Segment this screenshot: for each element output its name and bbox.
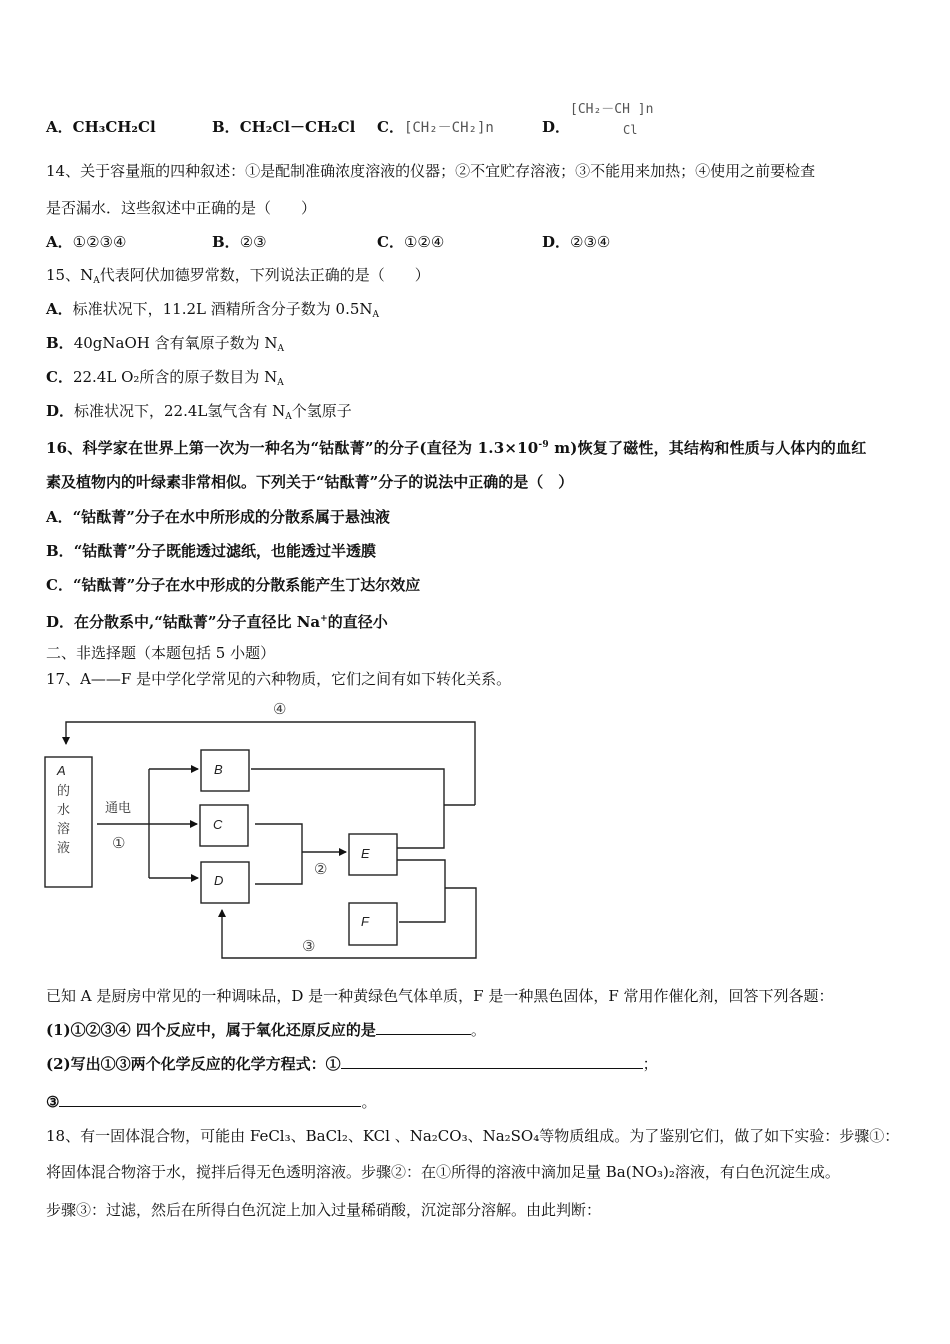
option-text: 标准状况下，22.4L氢气含有 N	[74, 402, 286, 420]
option-text: ①②③④	[72, 233, 127, 251]
q16-stem-line2: 素及植物内的叶绿素非常相似。下列关于“钴酞菁”分子的说法中正确的是（ ）	[46, 473, 574, 491]
option-text: ①②④	[403, 233, 445, 251]
arrow-4	[66, 722, 475, 805]
option-text: 在分散系中,“钴酞菁”分子直径比 Na	[74, 613, 321, 631]
q17-part2	[46, 1054, 658, 1074]
text: 15、N	[46, 266, 94, 284]
label-a: A	[57, 763, 66, 778]
text: 16、科学家在世界上第一次为一种名为“钴酞菁”的分子(直径为 1.3×10	[46, 439, 539, 457]
subscript: A	[285, 412, 292, 422]
option-label: C．	[377, 233, 404, 251]
label-a-char: 的	[57, 783, 71, 798]
subscript: A	[93, 276, 100, 286]
option-text: CH₂Cl－CH₂Cl	[239, 118, 356, 136]
q14-stem-line1: 14、关于容量瓶的四种叙述：①是配制准确浓度溶液的仪器；②不宜贮存溶液；③不能用来加热；④使用之前要检查	[46, 162, 816, 180]
answer-blank[interactable]	[341, 1054, 643, 1069]
reaction-4-label: ④	[273, 701, 287, 718]
superscript: -9	[538, 440, 549, 450]
option-label: C．	[46, 576, 73, 594]
option-label: A．	[46, 233, 73, 251]
answer-blank[interactable]	[376, 1020, 471, 1035]
option-text: 个氢原子	[291, 402, 352, 420]
option-label: B．	[212, 118, 240, 136]
option-text: “钴酞菁”分子既能透过滤纸，也能透过半透膜	[73, 542, 376, 560]
subscript: A	[372, 310, 380, 320]
box-c	[200, 805, 248, 846]
q17-part3	[46, 1092, 376, 1112]
option-text: 40gNaOH 含有氧原子数为 N	[73, 334, 278, 352]
option-text: CH₃CH₂Cl	[72, 118, 156, 136]
box-b	[201, 750, 249, 791]
answer-blank[interactable]	[59, 1092, 361, 1107]
text: ；	[642, 1055, 658, 1073]
option-label: D．	[542, 118, 571, 136]
pvc-formula: [CH₂－CH ]n	[570, 102, 654, 117]
pvc-chlorine: Cl	[623, 123, 638, 137]
option-text: “钴酞菁”分子在水中形成的分散系能产生丁达尔效应	[72, 576, 421, 594]
electrolysis-label: 通电	[105, 800, 132, 815]
q17-stem: 17、A——F 是中学化学常见的六种物质，它们之间有如下转化关系。	[46, 670, 512, 688]
option-text: ②③	[239, 233, 267, 251]
option-text: 的直径小	[327, 613, 388, 631]
option-text: “钴酞菁”分子在水中所形成的分散系属于悬浊液	[72, 508, 390, 526]
text: 代表阿伏加德罗常数，下列说法正确的是（ ）	[99, 266, 430, 284]
option-label: A．	[46, 118, 73, 136]
label-b: B	[214, 762, 223, 777]
option-label: C．	[377, 118, 404, 136]
option-label: A．	[46, 508, 73, 526]
box-d	[201, 862, 249, 903]
option-label: D．	[46, 402, 75, 420]
reaction-1-label: ①	[112, 835, 126, 852]
box-e	[349, 834, 397, 875]
section-heading: 二、非选择题（本题包括 5 小题）	[46, 644, 276, 662]
label-a-char: 液	[57, 840, 71, 855]
label-f: F	[361, 914, 369, 929]
polyethylene-formula: [CH₂－CH₂]n	[403, 120, 494, 136]
label-a-char: 溶	[57, 821, 71, 836]
box-f	[349, 903, 397, 945]
text: 。	[470, 1021, 486, 1039]
text: 。	[361, 1093, 377, 1111]
option-text: 标准状况下，11.2L 酒精所含分子数为 0.5N	[72, 300, 373, 318]
option-label: D．	[542, 233, 571, 251]
option-label: B．	[46, 334, 74, 352]
text: (1)①②③④ 四个反应中，属于氧化还原反应的是	[46, 1021, 376, 1039]
reaction-2-label: ②	[314, 861, 328, 878]
q17-part1	[46, 1020, 486, 1040]
q14-stem-line2: 是否漏水．这些叙述中正确的是（ ）	[46, 199, 317, 217]
q18-line1: 18、有一固体混合物，可能由 FeCl₃、BaCl₂、KCl 、Na₂CO₃、Na₂SO₄等物质组成。为了鉴别它们，做了如下实验：步骤①：	[46, 1127, 900, 1145]
option-label: D．	[46, 613, 75, 631]
label-d: D	[214, 873, 224, 888]
superscript: +	[320, 614, 328, 624]
option-text: 22.4L O₂所含的原子数目为 N	[72, 368, 278, 386]
option-label: B．	[212, 233, 240, 251]
label-a-char: 水	[57, 802, 71, 817]
option-label: C．	[46, 368, 73, 386]
text: ③	[46, 1093, 60, 1111]
option-text: ②③④	[570, 233, 611, 251]
option-label: B．	[46, 542, 74, 560]
subscript: A	[277, 378, 284, 388]
label-c: C	[213, 817, 223, 832]
reaction-3-label: ③	[302, 938, 316, 955]
text: (2)写出①③两个化学反应的化学方程式：①	[46, 1055, 341, 1073]
text: m)恢复了磁性，其结构和性质与人体内的血红	[548, 439, 867, 457]
q18-line2: 将固体混合物溶于水，搅拌后得无色透明溶液。步骤②：在①所得的溶液中滴加足量 Ba(NO₃)₂溶液，有白色沉淀生成。	[46, 1163, 840, 1181]
q17-known: 已知 A 是厨房中常见的一种调味品，D 是一种黄绿色气体单质，F 是一种黑色固体，F 常用作催化剂，回答下列各题：	[46, 987, 834, 1005]
subscript: A	[277, 344, 284, 354]
option-label: A．	[46, 300, 73, 318]
q18-line3: 步骤③：过滤，然后在所得白色沉淀上加入过量稀硝酸，沉淀部分溶解。由此判断：	[46, 1201, 602, 1219]
label-e: E	[361, 846, 370, 861]
